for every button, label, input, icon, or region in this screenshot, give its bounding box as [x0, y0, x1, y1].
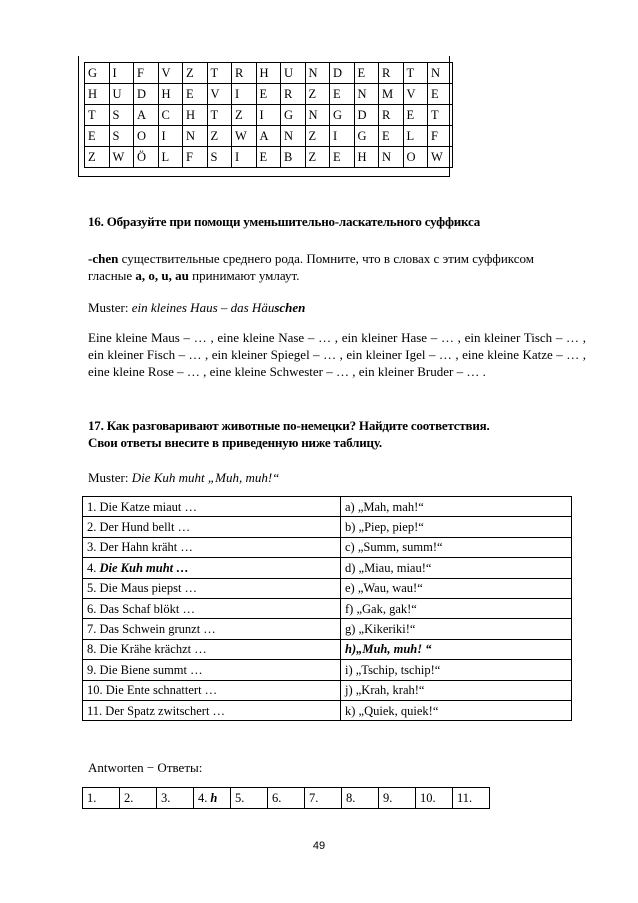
grid-cell: N — [379, 147, 404, 168]
letter-grid — [84, 62, 453, 168]
grid-cell: I — [256, 105, 281, 126]
animal-phrase: 2. Der Hund bellt … — [83, 517, 341, 537]
task17-title-2: Свои ответы внесите в приведенную ниже таблицу. — [88, 435, 382, 450]
grid-cell: O — [134, 126, 159, 147]
answers-row — [83, 788, 490, 809]
answer-cell[interactable] — [305, 788, 342, 809]
grid-cell: V — [403, 84, 428, 105]
example-phrase: Die Kuh muht … — [99, 560, 189, 575]
task17-muster — [88, 469, 578, 486]
animal-sound: k) „Quiek, quiek!“ — [341, 700, 572, 720]
animal-phrase: 7. Das Schwein grunzt … — [83, 619, 341, 639]
grid-cell: D — [354, 105, 379, 126]
grid-cell: R — [379, 105, 404, 126]
grid-cell: E — [330, 84, 355, 105]
answer-number: 6. — [272, 791, 282, 805]
grid-cell: S — [109, 126, 134, 147]
grid-cell: U — [109, 84, 134, 105]
animal-phrase: 10. Die Ente schnattert … — [83, 680, 341, 700]
grid-cell: R — [281, 84, 306, 105]
grid-cell: E — [379, 126, 404, 147]
animal-sound: h)„Muh, muh! “ — [341, 639, 572, 659]
grid-cell: U — [281, 63, 306, 84]
answer-cell[interactable] — [416, 788, 453, 809]
table-row — [83, 619, 572, 639]
page-number: 49 — [312, 840, 326, 852]
answer-number: 4. — [198, 791, 208, 805]
table-row — [83, 558, 572, 578]
table-row — [83, 578, 572, 598]
answer-value: h — [210, 791, 218, 805]
muster-example-17: Die Kuh muht „Muh, muh!“ — [131, 470, 280, 485]
grid-cell: T — [207, 63, 232, 84]
animal-sound: d) „Miau, miau!“ — [341, 558, 572, 578]
muster-example: ein kleines Haus – das Häu — [131, 300, 275, 315]
grid-cell: N — [354, 84, 379, 105]
grid-cell: N — [281, 126, 306, 147]
grid-cell: N — [305, 63, 330, 84]
animal-sound: g) „Kikeriki!“ — [341, 619, 572, 639]
table-row — [83, 517, 572, 537]
grid-cell: E — [256, 147, 281, 168]
grid-cell: E — [428, 84, 453, 105]
answer-cell[interactable] — [342, 788, 379, 809]
grid-cell: N — [428, 63, 453, 84]
animal-phrase: 8. Die Krähe krächzt … — [83, 639, 341, 659]
animal-phrase — [83, 558, 341, 578]
answer-cell[interactable] — [379, 788, 416, 809]
animal-phrase: 9. Die Biene summt … — [83, 660, 341, 680]
grid-cell: N — [183, 126, 208, 147]
instr-text-2: принимают умлаут. — [188, 268, 300, 283]
suffix-chen: -chen — [88, 251, 119, 266]
task16-exercise: Eine kleine Maus – … , eine kleine Nase – … , ein kleiner Hase – … , ein kleiner Tisch – … , ein kleiner Fisch – … , ein kleiner Spiegel – … , ein kleiner Igel – … , eine kleine Katze – … , eine kleine Rose – … , eine kleine Schwester – … , ein kleiner Bruder – … . — [88, 330, 586, 379]
grid-cell: H — [354, 147, 379, 168]
grid-cell: Z — [183, 63, 208, 84]
grid-cell: F — [183, 147, 208, 168]
grid-cell: W — [109, 147, 134, 168]
answer-cell[interactable] — [453, 788, 490, 809]
grid-cell: G — [281, 105, 306, 126]
grid-cell: C — [158, 105, 183, 126]
grid-cell: T — [85, 105, 110, 126]
grid-cell: Z — [85, 147, 110, 168]
animal-phrase: 6. Das Schaf blökt … — [83, 598, 341, 618]
answer-number: 9. — [383, 791, 393, 805]
animal-sound: j) „Krah, krah!“ — [341, 680, 572, 700]
grid-cell: I — [330, 126, 355, 147]
row-number: 4. — [87, 560, 100, 575]
animal-phrase: 3. Der Hahn kräht … — [83, 537, 341, 557]
answer-cell[interactable] — [83, 788, 120, 809]
grid-cell: H — [85, 84, 110, 105]
task17-title-1: 17. Как разговаривают животные по-немецки? Найдите соответствия. — [88, 418, 490, 433]
table-row — [83, 598, 572, 618]
answer-number: 2. — [124, 791, 134, 805]
table-row — [83, 497, 572, 517]
answer-cell[interactable] — [194, 788, 231, 809]
table-row — [83, 639, 572, 659]
grid-cell: Ö — [134, 147, 159, 168]
animal-sound: a) „Mah, mah!“ — [341, 497, 572, 517]
grid-cell: V — [158, 63, 183, 84]
answer-number: 5. — [235, 791, 245, 805]
table-row — [83, 680, 572, 700]
grid-cell: T — [207, 105, 232, 126]
grid-cell: E — [403, 105, 428, 126]
grid-cell: W — [232, 126, 257, 147]
answer-cell[interactable] — [120, 788, 157, 809]
task16-muster — [88, 299, 578, 316]
grid-cell: S — [109, 105, 134, 126]
grid-cell: N — [305, 105, 330, 126]
grid-cell: Z — [305, 84, 330, 105]
grid-row — [85, 147, 453, 168]
grid-cell: T — [403, 63, 428, 84]
grid-cell: A — [256, 126, 281, 147]
animal-phrase: 1. Die Katze miaut … — [83, 497, 341, 517]
grid-row — [85, 105, 453, 126]
answer-number: 11. — [457, 791, 473, 805]
grid-row — [85, 84, 453, 105]
grid-row — [85, 126, 453, 147]
answer-cell[interactable] — [231, 788, 268, 809]
grid-cell: V — [207, 84, 232, 105]
answer-number: 8. — [346, 791, 356, 805]
answer-number: 3. — [161, 791, 171, 805]
instr-text-1: существительные среднего рода. Помните, что в словах с этим суффиксом гласные — [88, 251, 535, 283]
grid-cell: D — [330, 63, 355, 84]
grid-cell: I — [232, 147, 257, 168]
grid-cell: G — [330, 105, 355, 126]
grid-cell: B — [281, 147, 306, 168]
grid-cell: A — [134, 105, 159, 126]
grid-cell: Z — [305, 147, 330, 168]
table-row — [83, 660, 572, 680]
grid-cell: W — [428, 147, 453, 168]
animal-phrase: 11. Der Spatz zwitschert … — [83, 700, 341, 720]
muster-label: Muster: — [88, 300, 132, 315]
animal-phrase: 5. Die Maus piepst … — [83, 578, 341, 598]
animal-sound: b) „Piep, piep!“ — [341, 517, 572, 537]
grid-cell: F — [134, 63, 159, 84]
answers-table — [82, 787, 490, 809]
grid-cell: I — [158, 126, 183, 147]
grid-cell: G — [85, 63, 110, 84]
grid-cell: Z — [207, 126, 232, 147]
grid-cell: E — [330, 147, 355, 168]
grid-cell: I — [232, 84, 257, 105]
grid-cell: L — [403, 126, 428, 147]
task16-title: 16. Образуйте при помощи уменьшительно-ласкательного суффикса — [88, 214, 481, 229]
grid-cell: E — [256, 84, 281, 105]
answer-cell[interactable] — [268, 788, 305, 809]
grid-cell: F — [428, 126, 453, 147]
grid-cell: E — [85, 126, 110, 147]
answer-number: 1. — [87, 791, 97, 805]
grid-cell: E — [354, 63, 379, 84]
grid-cell: R — [232, 63, 257, 84]
grid-cell: H — [158, 84, 183, 105]
grid-cell: T — [428, 105, 453, 126]
grid-cell: D — [134, 84, 159, 105]
grid-cell: E — [183, 84, 208, 105]
grid-cell: S — [207, 147, 232, 168]
animal-sound: e) „Wau, wau!“ — [341, 578, 572, 598]
grid-cell: Z — [305, 126, 330, 147]
grid-cell: M — [379, 84, 404, 105]
grid-cell: L — [158, 147, 183, 168]
grid-cell: Z — [232, 105, 257, 126]
task16-instructions — [88, 250, 568, 284]
grid-row — [85, 63, 453, 84]
animal-sound: f) „Gak, gak!“ — [341, 598, 572, 618]
muster-suffix: schen — [274, 300, 306, 315]
table-row — [83, 700, 572, 720]
vowels-list: a, o, u, au — [135, 268, 189, 283]
grid-cell: R — [379, 63, 404, 84]
grid-cell: H — [183, 105, 208, 126]
muster-label-17: Muster: — [88, 470, 132, 485]
grid-cell: H — [256, 63, 281, 84]
grid-cell: O — [403, 147, 428, 168]
grid-cell: I — [109, 63, 134, 84]
answer-number: 7. — [309, 791, 319, 805]
answer-cell[interactable] — [157, 788, 194, 809]
matching-table — [82, 496, 572, 721]
answers-label: Antworten − Ответы: — [88, 760, 203, 775]
answer-number: 10. — [420, 791, 436, 805]
animal-sound: i) „Tschip, tschip!“ — [341, 660, 572, 680]
grid-cell: G — [354, 126, 379, 147]
animal-sound: c) „Summ, summ!“ — [341, 537, 572, 557]
table-row — [83, 537, 572, 557]
